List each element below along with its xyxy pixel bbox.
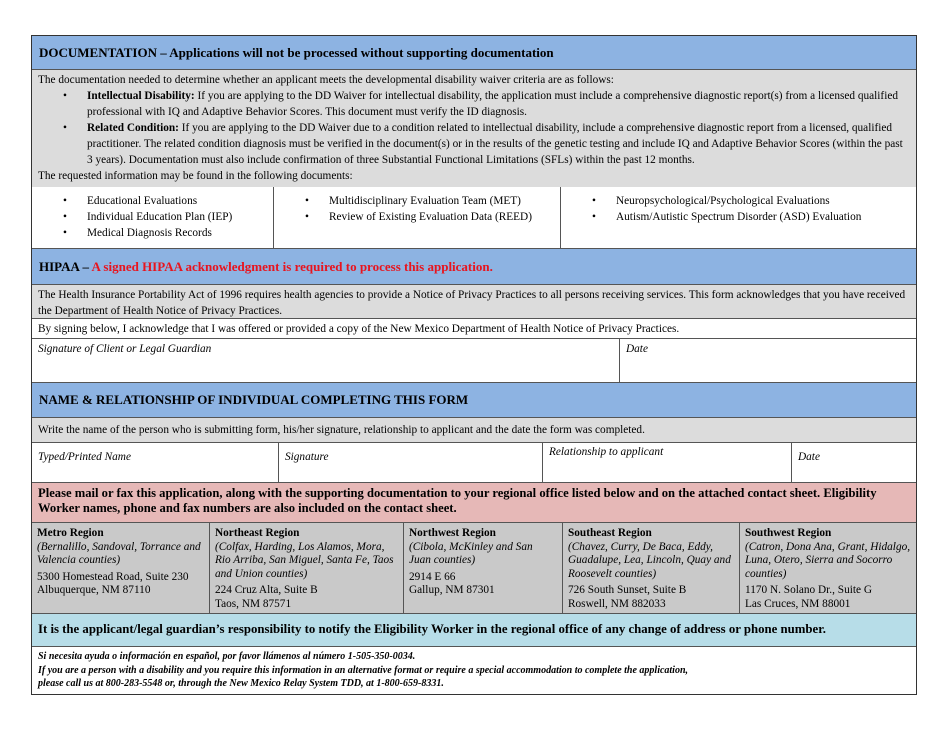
list-item: • Medical Diagnosis Records xyxy=(38,225,267,241)
bullet-intellectual-disability xyxy=(38,88,910,120)
region-address-line1: 1170 N. Solano Dr., Suite G xyxy=(745,584,872,596)
signature-label: Signature xyxy=(285,451,329,463)
region-northeast xyxy=(210,523,404,613)
document-list xyxy=(32,187,916,249)
bullet-label: Intellectual Disability: xyxy=(87,90,195,102)
hipaa-signature-row xyxy=(32,339,916,383)
region-name: Southeast Region xyxy=(568,527,652,539)
region-address-line1: 2914 E 66 xyxy=(409,570,456,583)
change-of-address-notice: It is the applicant/legal guardian’s responsibility to notify the Eligibility Worker in the regional office of any change of address or phone number. xyxy=(32,614,916,647)
region-name: Metro Region xyxy=(37,527,104,539)
region-address-line2: Albuquerque, NM 87110 xyxy=(37,584,151,596)
spanish-help-text: Si necesita ayuda o información en español, por favor llámenos al número 1-505-350-0034. xyxy=(38,651,416,662)
documentation-header: DOCUMENTATION – Applications will not be processed without supporting documentation xyxy=(32,36,916,70)
relationship-field[interactable] xyxy=(543,443,792,482)
client-signature-field[interactable] xyxy=(32,339,620,382)
region-name: Southwest Region xyxy=(745,527,832,539)
document-list-column xyxy=(32,187,274,248)
hipaa-header xyxy=(32,249,916,285)
name-fields-row xyxy=(32,443,916,483)
list-item: • Individual Education Plan (IEP) xyxy=(38,209,267,225)
region-address-line1: 224 Cruz Alta, Suite B xyxy=(215,584,318,596)
list-item: • Educational Evaluations xyxy=(38,193,267,209)
region-address-line2: Roswell, NM 882033 xyxy=(568,597,666,610)
bullet-text: If you are applying to the DD Waiver due to a condition related to intellectual disability, include a comprehensive diagnostic report from a licensed, qualified practitioner. The related condition diagnosis must be verified in the document(s) or in the results of the genetic testing and include IQ and Adaptive Behavior Scores (within the past 3 years). Documentation must also include confirmation of three Substantial Functional Limitations (SFLs) within the past 12 months. xyxy=(87,122,903,166)
signature-field[interactable] xyxy=(279,443,543,482)
completion-date-label: Date xyxy=(798,451,820,463)
region-counties: (Cibola, McKinley and San Juan counties) xyxy=(409,540,533,566)
hipaa-required-notice: A signed HIPAA acknowledgment is required to process this application. xyxy=(91,259,493,274)
name-relationship-instructions: Write the name of the person who is submitting form, his/her signature, relationship to applicant and the date the form was completed. xyxy=(32,418,916,443)
region-name: Northwest Region xyxy=(409,527,496,539)
region-counties: (Bernalillo, Sandoval, Torrance and Valencia counties) xyxy=(37,540,201,566)
name-relationship-header: NAME & RELATIONSHIP OF INDIVIDUAL COMPLETING THIS FORM xyxy=(32,383,916,418)
printed-name-label: Typed/Printed Name xyxy=(38,451,131,463)
region-counties: (Colfax, Harding, Los Alamos, Mora, Rio Arriba, San Miguel, Santa Fe, Taos and Union counties) xyxy=(215,540,394,580)
mail-instructions: Please mail or fax this application, along with the supporting documentation to your regional office listed below and on the attached contact sheet. Eligibility Worker names, phone and fax numbers are also included on the contact sheet. xyxy=(32,483,916,523)
region-address-line1: 726 South Sunset, Suite B xyxy=(568,584,687,596)
region-address-line2: Taos, NM 87571 xyxy=(215,597,292,610)
region-address-line1: 5300 Homestead Road, Suite 230 xyxy=(37,570,189,583)
application-form xyxy=(31,35,917,695)
document-list-column xyxy=(561,187,916,248)
printed-name-field[interactable] xyxy=(32,443,279,482)
hipaa-date-field[interactable] xyxy=(620,339,916,382)
document-list-column xyxy=(274,187,561,248)
list-item: • Neuropsychological/Psychological Evaluations xyxy=(567,193,910,209)
region-southwest xyxy=(740,523,916,613)
list-item: • Multidisciplinary Evaluation Team (MET) xyxy=(280,193,554,209)
relationship-label: Relationship to applicant xyxy=(549,446,664,458)
bullet-related-condition xyxy=(38,120,910,168)
region-address-line2: Gallup, NM 87301 xyxy=(409,584,495,596)
region-northwest xyxy=(404,523,563,613)
hipaa-text: The Health Insurance Portability Act of 1996 requires health agencies to provide a Notice of Privacy Practices to all persons receiving services. This form acknowledges that you have received the Department of Health Notice of Privacy Practices. xyxy=(32,285,916,319)
hipaa-date-label: Date xyxy=(626,343,648,355)
region-metro xyxy=(32,523,210,613)
accessibility-footer xyxy=(32,647,916,694)
region-southeast xyxy=(563,523,740,613)
client-signature-label: Signature of Client or Legal Guardian xyxy=(38,343,212,355)
accommodation-text-line1: If you are a person with a disability and you require this information in an alternative format or require a special accommodation to complete the application, xyxy=(38,664,689,676)
region-counties: (Catron, Dona Ana, Grant, Hidalgo, Luna, Otero, Sierra and Socorro counties) xyxy=(745,540,911,580)
region-address-line2: Las Cruces, NM 88001 xyxy=(745,597,851,610)
region-counties: (Chavez, Curry, De Baca, Eddy, Guadalupe, Lea, Lincoln, Quay and Roosevelt counties) xyxy=(568,540,731,580)
regional-offices xyxy=(32,523,916,614)
list-item: • Review of Existing Evaluation Data (REED) xyxy=(280,209,554,225)
list-item: • Autism/Autistic Spectrum Disorder (ASD) Evaluation xyxy=(567,209,910,225)
completion-date-field[interactable] xyxy=(792,443,916,482)
accommodation-text-line2: please call us at 800-283-5548 or, through the New Mexico Relay System TDD, at 1-800-659-8331. xyxy=(38,678,444,689)
hipaa-acknowledge: By signing below, I acknowledge that I was offered or provided a copy of the New Mexico Department of Health Notice of Privacy Practices. xyxy=(32,319,916,339)
bullet-label: Related Condition: xyxy=(87,122,179,134)
bullet-text: If you are applying to the DD Waiver for intellectual disability, the application must include a comprehensive diagnostic report(s) from a licensed qualified professional with IQ and Adaptive Behavior Scores. This document must verify the ID diagnosis. xyxy=(87,90,898,118)
region-name: Northeast Region xyxy=(215,527,300,539)
documentation-found-in: The requested information may be found in the following documents: xyxy=(38,170,353,182)
hipaa-header-prefix: HIPAA – xyxy=(39,259,92,274)
documentation-intro: The documentation needed to determine whether an applicant meets the developmental disability waiver criteria are as follows: xyxy=(38,74,614,86)
